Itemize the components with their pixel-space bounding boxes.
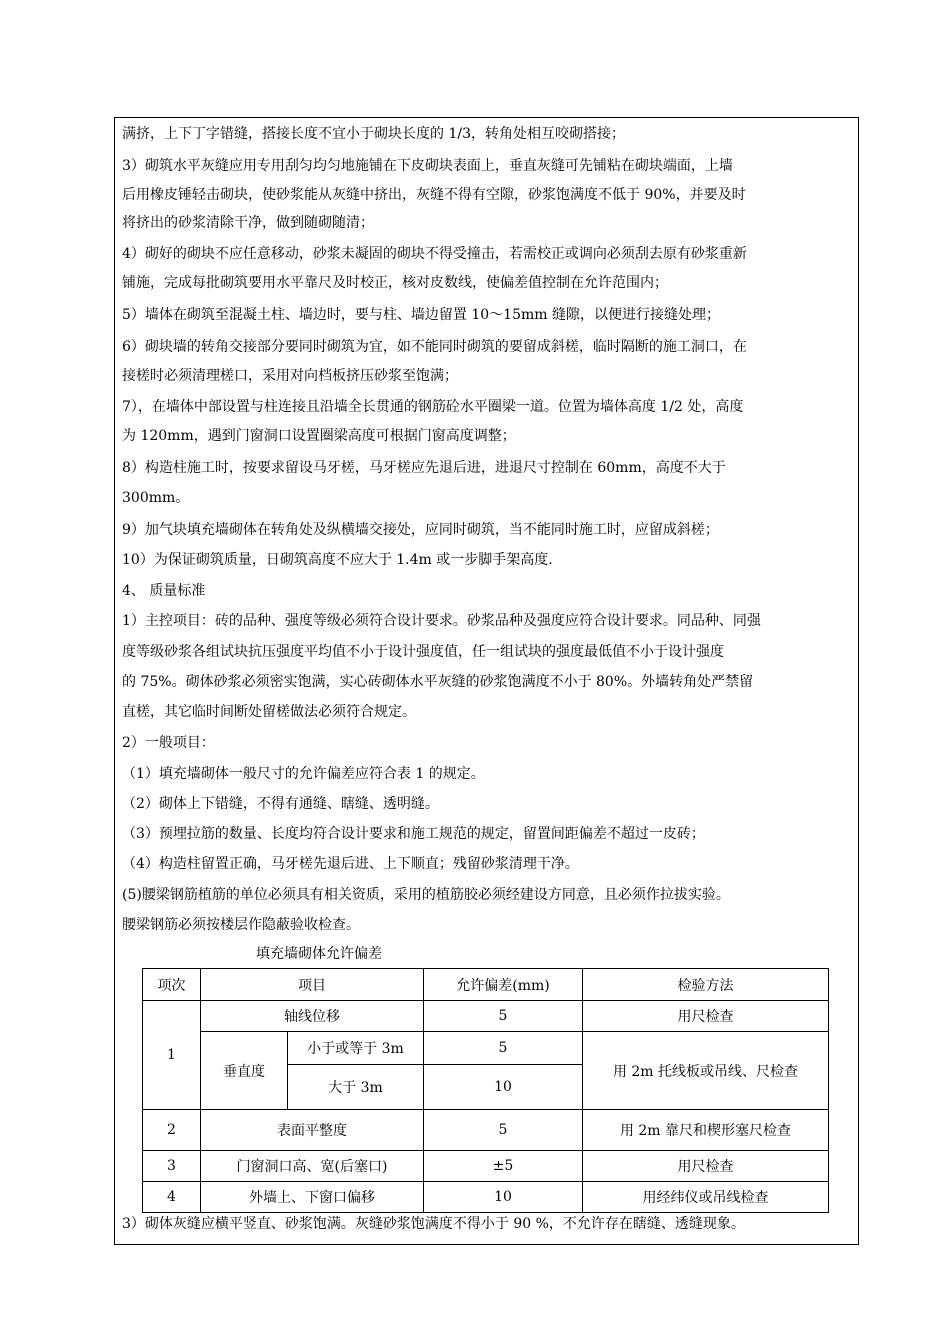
text-line: 后用橡皮锤轻击砌块，使砂浆能从灰缝中挤出，灰缝不得有空隙，砂浆饱满度不低于 90%，并要及时 xyxy=(122,187,746,203)
text-line: 1）主控项目：砖的品种、强度等级必须符合设计要求。砂浆品种及强度应符合设计要求。同品种、同强 xyxy=(122,613,761,629)
table-cell: 外墙上、下窗口偏移 xyxy=(201,1182,424,1213)
table-row xyxy=(143,1001,829,1032)
text-line: （3）预埋拉筋的数量、长度均符合设计要求和施工规范的规定，留置间距偏差不超过一皮砖； xyxy=(122,826,705,842)
table-row xyxy=(143,1110,829,1151)
header-cell: 项目 xyxy=(201,969,424,1001)
text-line: （4）构造柱留置正确，马牙槎先退后进、上下顺直；残留砂浆清理干净。 xyxy=(122,856,579,872)
table-cell: 5 xyxy=(424,1110,583,1151)
text-line: （2）砌体上下错缝，不得有通缝、瞎缝、透明缝。 xyxy=(122,796,439,812)
table-cell: 用尺检查 xyxy=(583,1151,829,1182)
table-cell: 门窗洞口高、宽(后塞口) xyxy=(201,1151,424,1182)
text-line: 9）加气块填充墙砌体在转角处及纵横墙交接处，应同时砌筑，当不能同时施工时，应留成斜槎； xyxy=(122,522,719,538)
text-line: 腰梁钢筋必须按楼层作隐蔽验收检查。 xyxy=(122,917,360,933)
table-cell: 5 xyxy=(424,1001,583,1032)
table-cell: 轴线位移 xyxy=(201,1001,424,1032)
text-line: 5）墙体在砌筑至混凝土柱、墙边时，要与柱、墙边留置 10～15mm 缝隙，以便进行接缝处理； xyxy=(122,307,720,323)
table-cell: 用尺检查 xyxy=(583,1001,829,1032)
table-cell: 4 xyxy=(143,1182,201,1213)
table-cell: 1 xyxy=(143,1001,201,1110)
table-cell: ±5 xyxy=(424,1151,583,1182)
table-cell: 3 xyxy=(143,1151,201,1182)
text-line: 8）构造柱施工时，按要求留设马牙槎，马牙槎应先退后进，进退尺寸控制在 60mm，高度不大于 xyxy=(122,460,726,476)
table-header-row xyxy=(143,969,829,1001)
table-row xyxy=(143,1032,829,1065)
text-line: 铺施，完成每批砌筑要用水平靠尺及时校正，核对皮数线，使偏差值控制在允许范围内； xyxy=(122,275,668,291)
table-row xyxy=(143,1151,829,1182)
table-cell: 用 2m 靠尺和楔形塞尺检查 xyxy=(583,1110,829,1151)
text-line: 300mm。 xyxy=(122,490,190,506)
text-line: 将挤出的砂浆清除干净，做到随砌随清； xyxy=(122,215,374,231)
table-cell: 垂直度 xyxy=(201,1032,288,1110)
tolerance-table xyxy=(142,968,829,1213)
text-line: 为 120mm，遇到门窗洞口设置圈梁高度可根据门窗高度调整； xyxy=(122,428,516,444)
text-line: 直槎，其它临时间断处留槎做法必须符合规定。 xyxy=(122,704,416,720)
text-line: 的 75%。砌体砂浆必须密实饱满，实心砖砌体水平灰缝的砂浆饱满度不小于 80%。外墙转角处严禁留 xyxy=(122,674,754,690)
table-cell: 大于 3m xyxy=(288,1065,424,1110)
header-cell: 项次 xyxy=(143,969,201,1001)
table-title: 填充墙砌体允许偏差 xyxy=(256,946,382,962)
text-line: 4）砌好的砌块不应任意移动，砂浆未凝固的砌块不得受撞击，若需校正或调向必须刮去原有砂浆重新 xyxy=(122,246,747,262)
text-line: 度等级砂浆各组试块抗压强度平均值不小于设计强度值，任一组试块的强度最低值不小于设计强度 xyxy=(122,644,724,660)
text-line: 7），在墙体中部设置与柱连接且沿墙全长贯通的钢筋砼水平圈梁一道。位置为墙体高度 1/2 处，高度 xyxy=(122,399,744,415)
text-line: (5)腰梁钢筋植筋的单位必须具有相关资质，采用的植筋胶必须经建设方同意，且必须作拉拔实验。 xyxy=(122,887,730,903)
header-cell: 检验方法 xyxy=(583,969,829,1001)
section-heading: 4、 质量标准 xyxy=(122,583,206,599)
text-line: 接槎时必须清理槎口，采用对向档板挤压砂浆至饱满； xyxy=(122,368,458,384)
table-cell: 10 xyxy=(424,1182,583,1213)
text-line: 满挤，上下丁字错缝，搭接长度不宜小于砌块长度的 1/3，转角处相互咬砌搭接； xyxy=(122,126,625,142)
table-cell: 用 2m 托线板或吊线、尺检查 xyxy=(583,1032,829,1110)
table-cell: 用经纬仪或吊线检查 xyxy=(583,1182,829,1213)
text-line: 3）砌体灰缝应横平竖直、砂浆饱满。灰缝砂浆饱满度不得小于 90 %，不允许存在瞎缝、透缝现象。 xyxy=(122,1216,745,1232)
table-cell: 小于或等于 3m xyxy=(288,1032,424,1065)
table-cell: 10 xyxy=(424,1065,583,1110)
text-line: 6）砌块墙的转角交接部分要同时砌筑为宜，如不能同时砌筑的要留成斜槎，临时隔断的施工洞口，在 xyxy=(122,339,747,355)
text-line: 10）为保证砌筑质量，日砌筑高度不应大于 1.4m 或一步脚手架高度. xyxy=(122,552,553,568)
table-cell: 5 xyxy=(424,1032,583,1065)
table-cell: 2 xyxy=(143,1110,201,1151)
text-line: 3）砌筑水平灰缝应用专用刮匀均匀地施铺在下皮砌块表面上，垂直灰缝可先铺粘在砌块端面，上墙 xyxy=(122,158,733,174)
text-line: 2）一般项目： xyxy=(122,735,215,751)
text-line: （1）填充墙砌体一般尺寸的允许偏差应符合表 1 的规定。 xyxy=(122,766,485,782)
table-row xyxy=(143,1182,829,1213)
header-cell: 允许偏差(mm) xyxy=(424,969,583,1001)
table-cell: 表面平整度 xyxy=(201,1110,424,1151)
